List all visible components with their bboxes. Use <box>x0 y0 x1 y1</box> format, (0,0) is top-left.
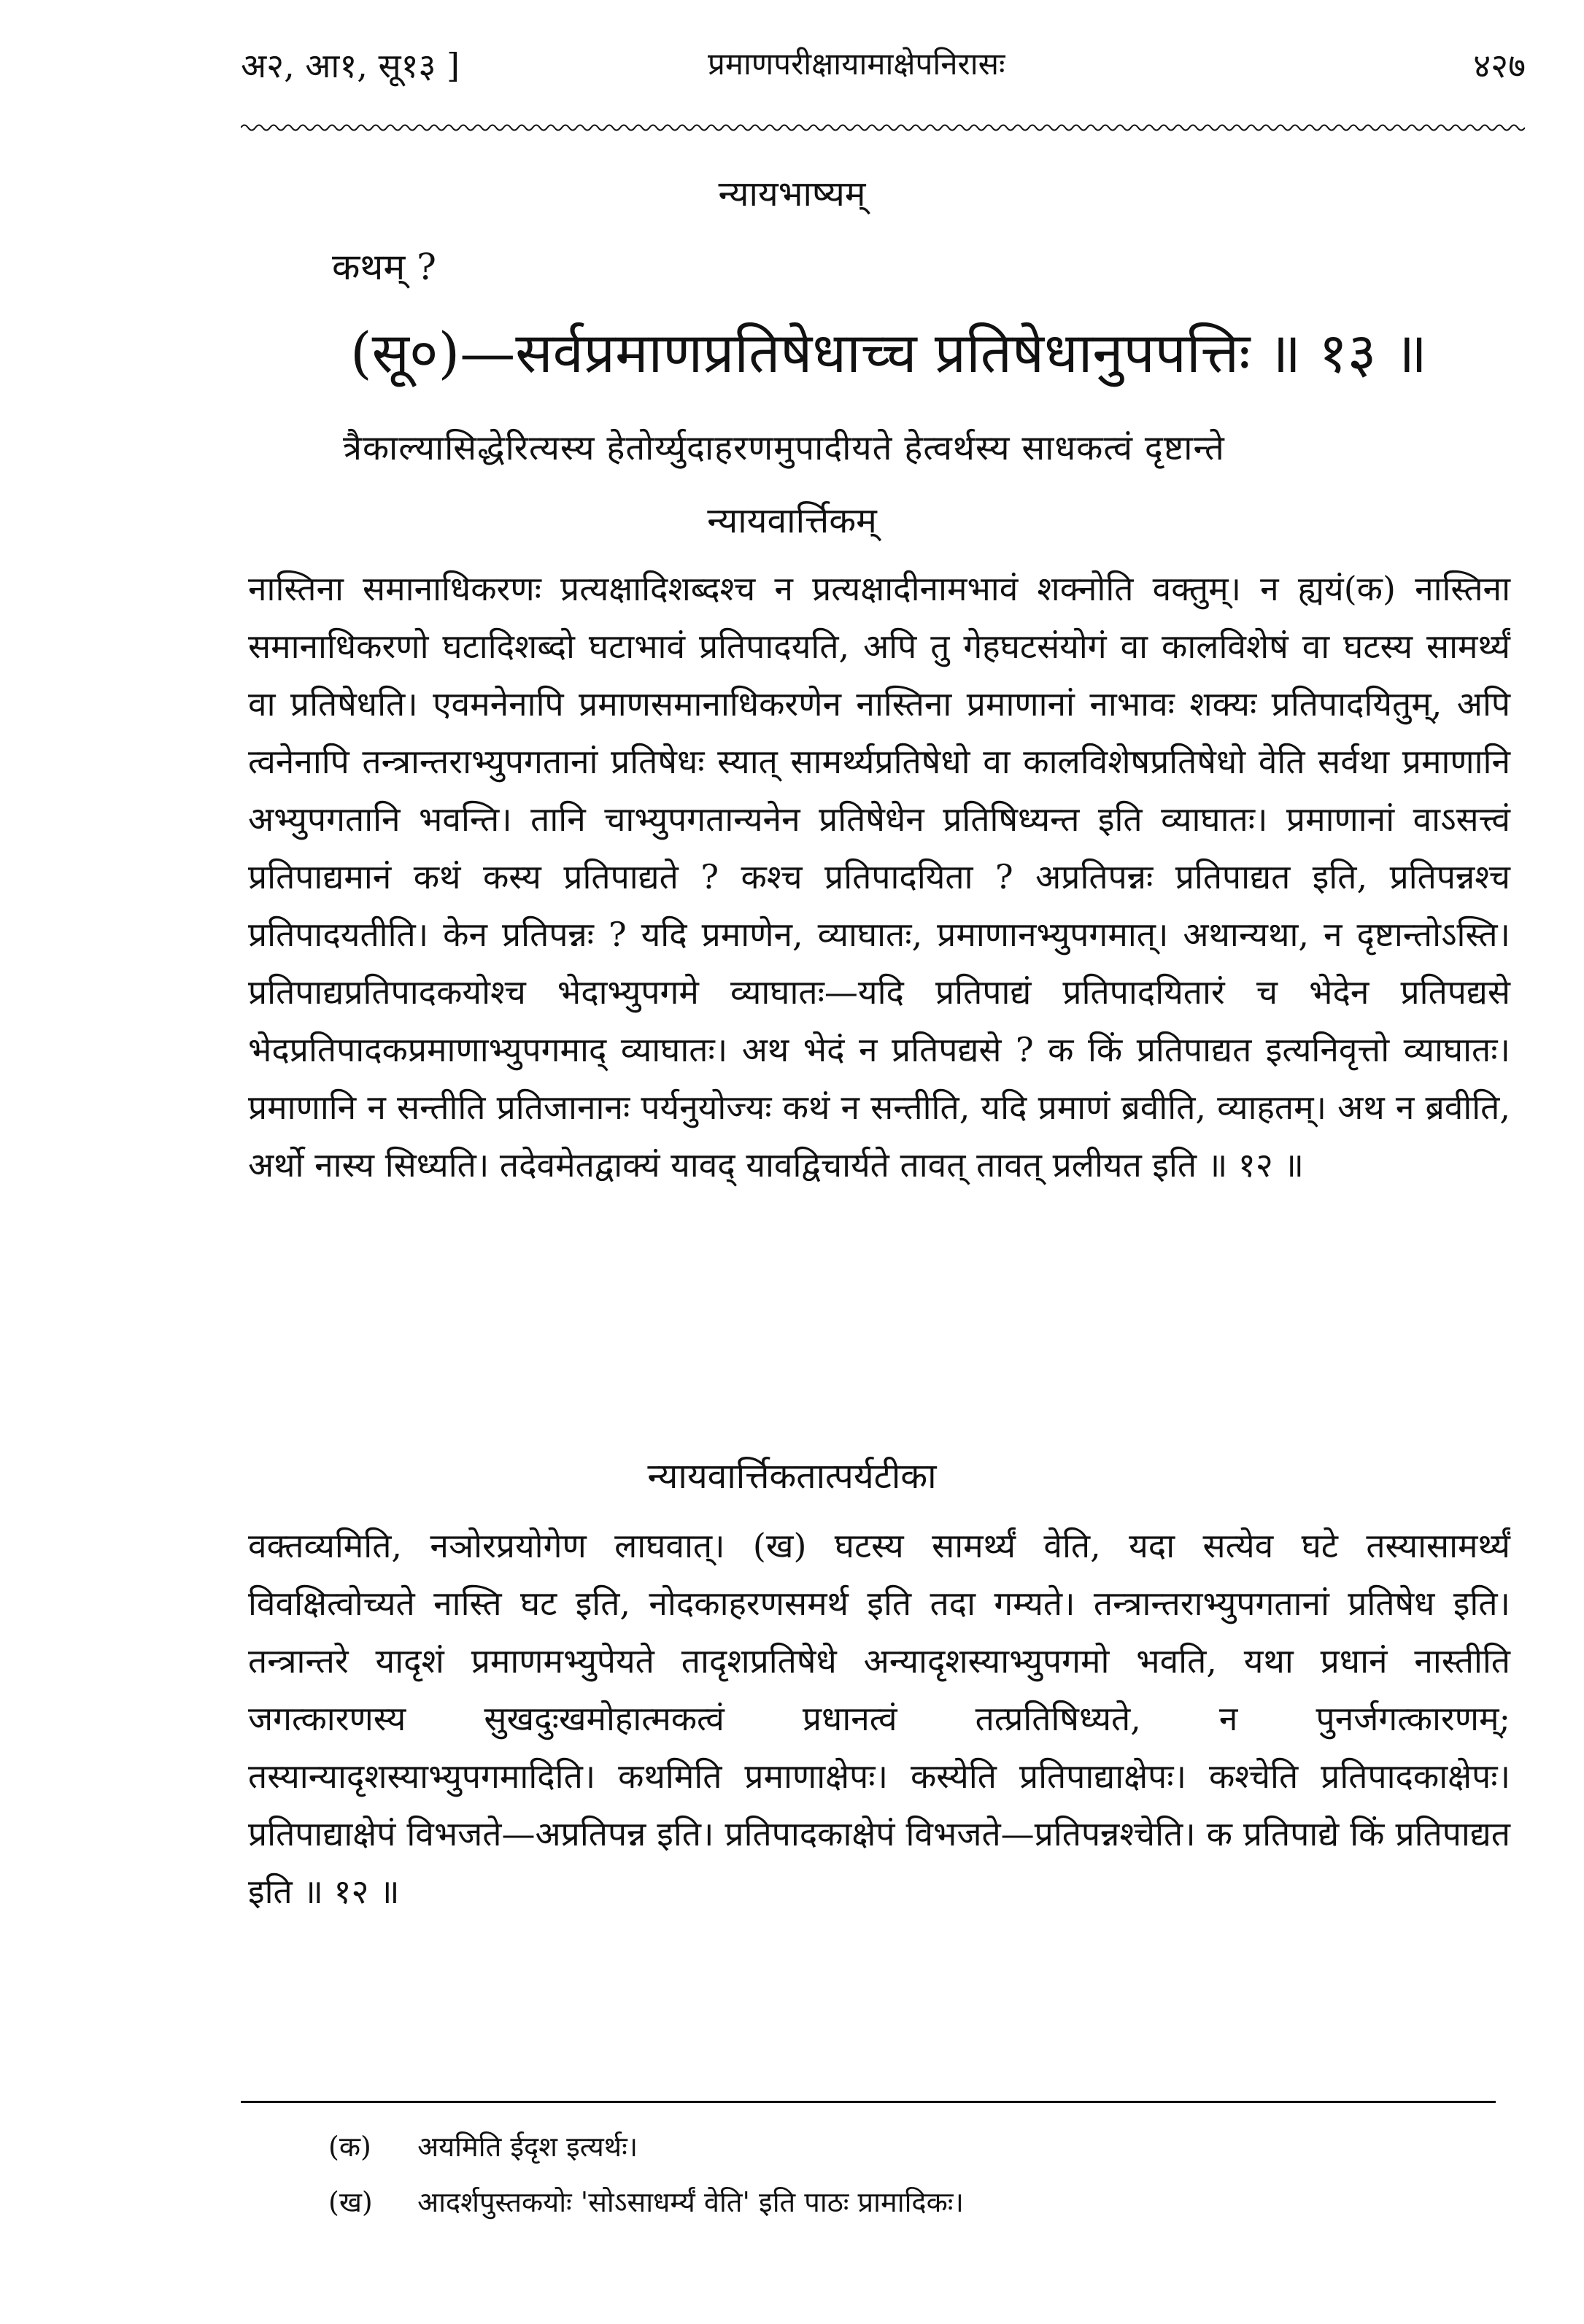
vartika-heading: न्यायवार्त्तिकम् <box>707 500 877 541</box>
bhashya-heading: न्यायभाष्यम् <box>718 174 866 214</box>
footnote-marker: (क) <box>328 2131 371 2163</box>
tatparya-paragraph: वक्तव्यमिति, नञोरप्रयोगेण लाघवात्। (ख) घटस्य सामर्थ्यं वेति, यदा सत्येव घटे तस्यासामर्थ्यं विवक्षित्वोच्यते नास्ति घट इति, नोदकाहरणसमर्थ इति तदा गम्यते। तन्त्रान्तराभ्युपगतानां प्रतिषेध इति। तन्त्रान्तरे यादृशं प्रमाणमभ्युपेयते तादृशप्रतिषेधे अन्यादृशस्याभ्युपगमो भवति, यथा प्रधानं नास्तीति जगत्कारणस्य सुखदुःखमोहात्मकत्वं प्रधानत्वं तत्प्रतिषिध्यते, न पुनर्जगत्कारणम्; तस्यान्यादृशस्याभ्युपगमादिति। कथमिति प्रमाणाक्षेपः। कस्येति प्रतिपाद्याक्षेपः। कश्चेति प्रतिपादकाक्षेपः। प्रतिपाद्याक्षेपं विभजते—अप्रतिपन्न इति। प्रतिपादकाक्षेपं विभजते—प्रतिपन्नश्चेति। क प्रतिपाद्ये किं प्रतिपाद्यत इति ॥ १२ ॥ <box>248 1526 1510 1911</box>
vartika-body <box>248 560 1510 1194</box>
vartika-paragraph: नास्तिना समानाधिकरणः प्रत्यक्षादिशब्दश्च न प्रत्यक्षादीनामभावं शक्नोति वक्तुम्। न ह्ययं(क) नास्तिना समानाधिकरणो घटादिशब्दो घटाभावं प्रतिपादयति, अपि तु गेहघटसंयोगं वा कालविशेषं वा घटस्य सामर्थ्यं वा प्रतिषेधति। एवमनेनापि प्रमाणसमानाधिकरणेन नास्तिना प्रमाणानां नाभावः शक्यः प्रतिपादयितुम्, अपि त्वनेनापि तन्त्रान्तराभ्युपगतानां प्रतिषेधः स्यात् सामर्थ्यप्रतिषेधो वा कालविशेषप्रतिषेधो वेति सर्वथा प्रमाणानि अभ्युपगतानि भवन्ति। तानि चाभ्युपगतान्यनेन प्रतिषेधेन प्रतिषिध्यन्त इति व्याघातः। प्रमाणानां वाऽसत्त्वं प्रतिपाद्यमानं कथं कस्य प्रतिपाद्यते ? कश्च प्रतिपादयिता ? अप्रतिपन्नः प्रतिपाद्यत इति, प्रतिपन्नश्च प्रतिपादयतीति। केन प्रतिपन्नः ? यदि प्रमाणेन, व्याघातः, प्रमाणानभ्युपगमात्। अथान्यथा, न दृष्टान्तोऽस्ति। प्रतिपाद्यप्रतिपादकयोश्च भेदाभ्युपगमे व्याघातः—यदि प्रतिपाद्यं प्रतिपादयितारं च भेदेन प्रतिपद्यसे भेदप्रतिपादकप्रमाणाभ्युपगमाद् व्याघातः। अथ भेदं न प्रतिपद्यसे ? क किं प्रतिपाद्यत इत्यनिवृत्तो व्याघातः। प्रमाणानि न सन्तीति प्रतिजानानः पर्यनुयोज्यः कथं न सन्तीति, यदि प्रमाणं ब्रवीति, व्याहतम्। अथ न ब्रवीति, अर्थो नास्य सिध्यति। तदेवमेतद्वाक्यं यावद् यावद्विचार्यते तावत् तावत् प्रलीयत इति ॥ १२ ॥ <box>248 569 1510 1185</box>
footnotes <box>328 2119 964 2230</box>
section-reference: अ२, आ१, सू१३ ] <box>241 46 460 85</box>
tatparya-heading: न्यायवार्त्तिकतात्पर्यटीका <box>647 1456 937 1497</box>
bhashya-intro: त्रैकाल्यासिद्धेरित्यस्य हेतोर्य्युदाहरणमुपादीयते हेत्वर्थस्य साधकत्वं दृष्टान्ते <box>343 428 1225 468</box>
question-text: कथम् ? <box>332 246 436 288</box>
footnote-text: आदर्शपुस्तकयोः 'सोऽसाधर्म्यं वेति' इति पाठः प्रामादिकः। <box>417 2186 964 2218</box>
footnote-item <box>328 2119 964 2174</box>
footnote-text: अयमिति ईदृश इत्यर्थः। <box>417 2131 638 2163</box>
running-title: प्रमाणपरीक्षायामाक्षेपनिरासः <box>708 46 1005 82</box>
wavy-header-rule <box>241 123 1525 133</box>
page-number: ४२७ <box>1473 46 1526 85</box>
running-head <box>241 29 1540 109</box>
footnote-item <box>328 2174 964 2230</box>
sutra-text: (सू०)—सर्वप्रमाणप्रतिषेधाच्च प्रतिषेधानुपपत्तिः ॥ १३ ॥ <box>350 320 1428 385</box>
footnote-rule <box>241 2101 1496 2103</box>
tatparya-body <box>248 1517 1510 1921</box>
footnote-marker: (ख) <box>328 2186 373 2218</box>
